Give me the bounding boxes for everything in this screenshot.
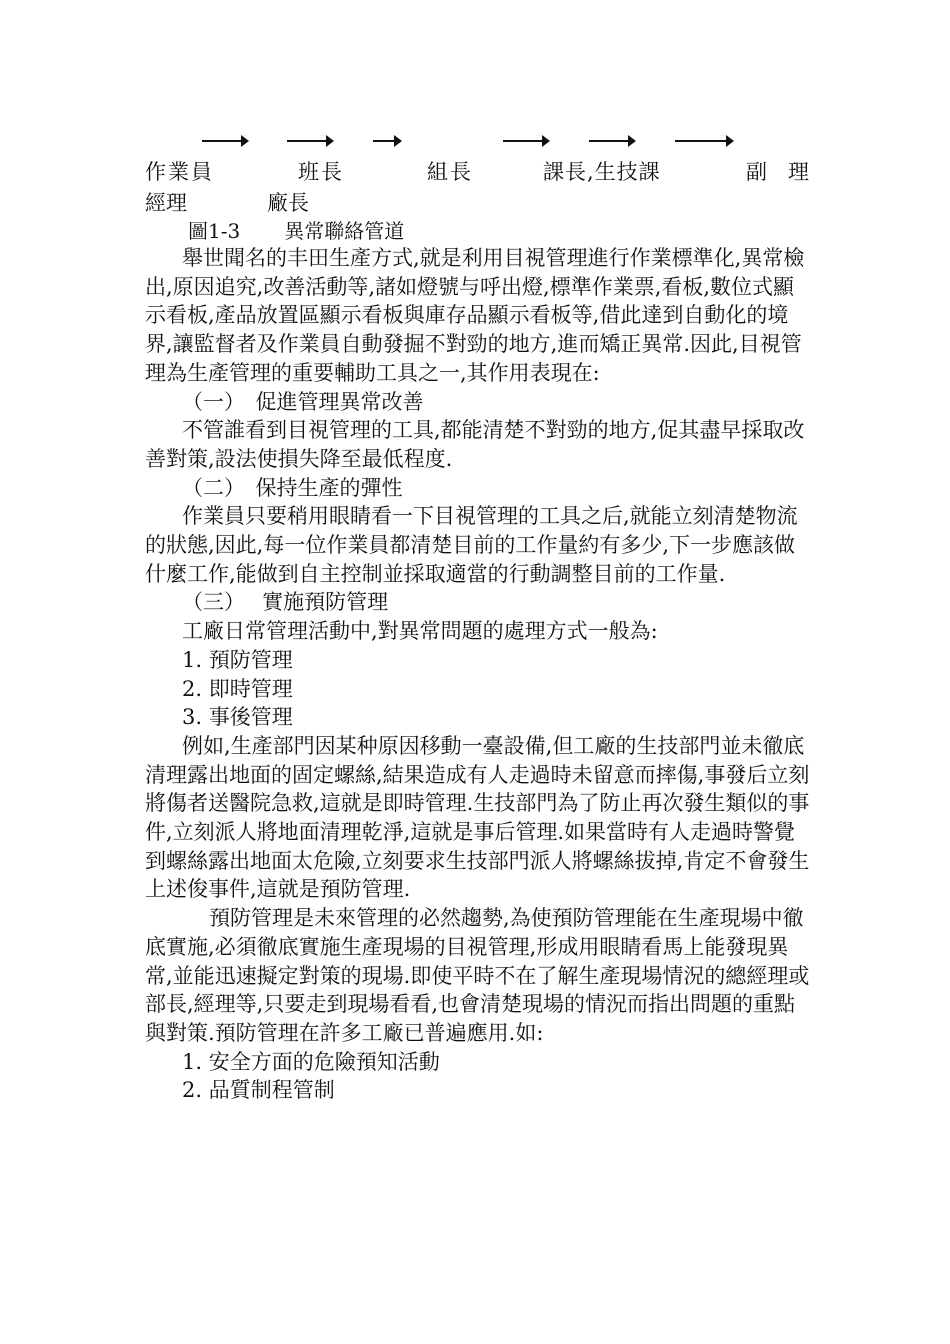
paragraph: 工廠日常管理活動中,對異常問題的處理方式一般為: <box>182 619 658 644</box>
list-item: 1. 安全方面的危險預知活動 <box>182 1049 440 1074</box>
figure-title: 異常聯絡管道 <box>284 219 405 243</box>
figure-label: 圖1-3 <box>188 219 241 243</box>
role-label: 課長,生技課 <box>543 160 661 184</box>
list-item: 3. 事後管理 <box>182 705 293 730</box>
role-label: 組長 <box>427 160 473 184</box>
section-heading: （三） 實施預防管理 <box>182 590 389 615</box>
role-label: 副 理 <box>746 160 809 184</box>
paragraph: 舉世聞名的丰田生產方式,就是利用目視管理進行作業標準化,異常檢出,原因追究,改善活動等,諸如燈號与呼出燈,標準作業票,看板,數位式顯示看板,產品放置區顯示看板與庫存品顯示看板等,借此達到自動化的境界,讓監督者及作業員自動發掘不對勁的地方,進而矯正異常.因此,目視管理為生產管理的重要輔助工具之一,其作用表現在: <box>145 246 805 385</box>
paragraph: 作業員只要稍用眼睛看一下目視管理的工具之后,就能立刻清楚物流的狀態,因此,每一位作業員都清楚目前的工作量約有多少,下一步應該做什麼工作,能做到自主控制並採取適當的行動調整目前的工作量. <box>145 504 798 586</box>
role-label: 作業員 <box>145 160 214 184</box>
role-label: 經理 <box>145 191 187 215</box>
flow-arrows <box>0 132 950 150</box>
paragraph: 例如,生產部門因某种原因移動一臺設備,但工廠的生技部門並未徹底清理露出地面的固定螺絲,結果造成有人走過時未留意而摔傷,事發后立刻將傷者送醫院急救,這就是即時管理.生技部門為了防止再次發生類似的事件,立刻派人將地面清理乾淨,這就是事后管理.如果當時有人走過時警覺到螺絲露出地面太危險,立刻要求生技部門派人將螺絲拔掉,肯定不會發生上述俊事件,這就是預防管理. <box>145 733 810 902</box>
section-heading: （一） 促進管理異常改善 <box>182 389 424 414</box>
arrow-icon <box>287 140 327 142</box>
figure-caption <box>188 215 448 244</box>
arrow-icon <box>675 140 727 142</box>
arrow-icon <box>202 140 242 142</box>
role-label: 班長 <box>298 160 344 184</box>
section-heading: （二） 保持生產的彈性 <box>182 475 403 500</box>
arrow-icon <box>373 140 395 142</box>
list-item: 1. 預防管理 <box>182 647 293 672</box>
role-label: 廠長 <box>267 191 309 215</box>
arrow-icon <box>503 140 543 142</box>
list-item: 2. 即時管理 <box>182 676 293 701</box>
list-item: 2. 品質制程管制 <box>182 1078 335 1103</box>
body-text <box>145 244 810 1105</box>
paragraph: 不管誰看到目視管理的工具,都能清楚不對勁的地方,促其盡早採取改善對策,設法使損失降至最低程度. <box>145 418 805 471</box>
arrow-icon <box>589 140 629 142</box>
paragraph: 預防管理是未來管理的必然趨勢,為使預防管理能在生產現場中徹底實施,必須徹底實施生產現場的目視管理,形成用眼睛看馬上能發現異常,並能迅速擬定對策的現場.即使平時不在了解生產現場情況的總經理或部長,經理等,只要走到現場看看,也會清楚現場的情況而指出問題的重點與對策.預防管理在許多工廠已普遍應用.如: <box>145 906 810 1045</box>
